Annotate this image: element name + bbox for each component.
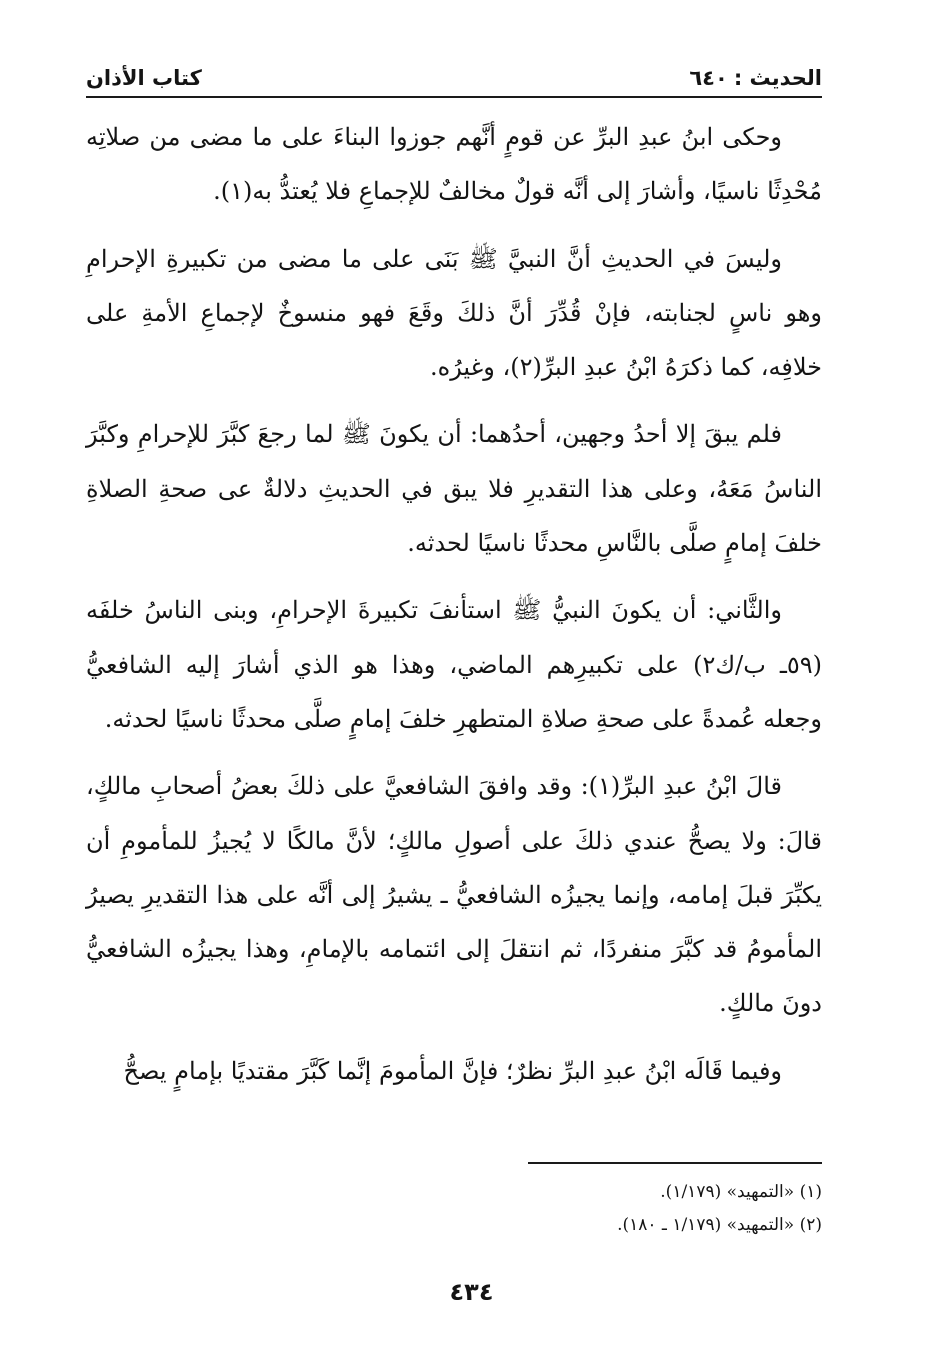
main-text (86, 110, 822, 1098)
paragraph: قالَ ابْنُ عبدِ البرِّ(١): وقد وافقَ الشافعيَّ على ذلكَ بعضُ أصحابِ مالكٍ، قالَ: ولا يصحُّ عندي ذلكَ على أصولِ مالكٍ؛ لأنَّ مالكًا لا يُجيزُ للمأمومِ أن يكبِّرَ قبلَ إمامه، وإنما يجيزُه الشافعيُّ ـ يشيرُ إلى أنَّه على هذا التقديرِ يصيرُ المأمومُ قد كبَّرَ منفردًا، ثم انتقلَ إلى ائتمامه بالإمامِ، وهذا يجيزُه الشافعيُّ دونَ مالكٍ. (86, 772, 822, 1018)
footnotes (380, 1176, 822, 1242)
footnote-separator (528, 1162, 822, 1164)
paragraph: فلم يبقَ إلا أحدُ وجهين، أحدُهما: أن يكونَ ﷺ لما رجعَ كبَّرَ للإحرامِ وكبَّرَ الناسُ مَعَهُ، وعلى هذا التقديرِ فلا يبق في الحديثِ دلالةٌ عى صحةِ الصلاةِ خلفَ إمامٍ صلَّى بالنَّاسِ محدثًا ناسيًا لحدثه. (86, 420, 822, 558)
hadith-reference (689, 66, 822, 90)
hadith-label: الحديث : (733, 66, 822, 90)
running-header (86, 60, 822, 98)
paragraph: والثَّاني: أن يكونَ النبيُّ ﷺ استأنفَ تكبيرةَ الإحرامِ، وبنى الناسُ خلفَه (٥٩ـ ب/ك٢) على تكبيرِهم الماضي، وهذا هو الذي أشارَ إليه الشافعيُّ وجعله عُمدةً على صحةِ صلاةِ المتطهرِ خلفَ إمامٍ صلَّى محدثًا ناسيًا لحدثه. (86, 596, 823, 733)
hadith-number: ٦٤٠ (689, 66, 728, 90)
paragraph: وليسَ في الحديثِ أنَّ النبيَّ ﷺ بَنَى على ما مضى من تكبيرةِ الإحرامِ وهو ناسٍ لجنابته، فإنْ قُدِّرَ أنَّ ذلكَ وقَعَ فهو منسوخٌ لإجماعِ الأمةِ على خلافِه، كما ذكرَهُ ابْنُ عبدِ البرِّ(٢)، وغيرُه. (86, 244, 822, 382)
page-number: ٤٣٤ (449, 1278, 494, 1306)
footnote: (١) «التمهيد» (١/١٧٩). (660, 1182, 822, 1202)
chapter-title: كتاب الأذان (86, 66, 202, 90)
paragraph: وفيما قَالَه ابْنُ عبدِ البرِّ نظرٌ؛ فإنَّ المأمومَ إنَّما كَبَّرَ مقتديًا بإمامٍ يصحُّ (123, 1056, 782, 1085)
footnote: (٢) «التمهيد» (١/١٧٩ ـ ١٨٠). (617, 1215, 822, 1235)
paragraph: وحكى ابنُ عبدِ البرِّ عن قومٍ أنَّهم جوزوا البناءَ على ما مضى من صلاتِه مُحْدِثًا ناسيًا، وأشارَ إلى أنَّه قولٌ مخالفٌ للإجماعِ فلا يُعتدُّ به(١). (86, 123, 822, 206)
